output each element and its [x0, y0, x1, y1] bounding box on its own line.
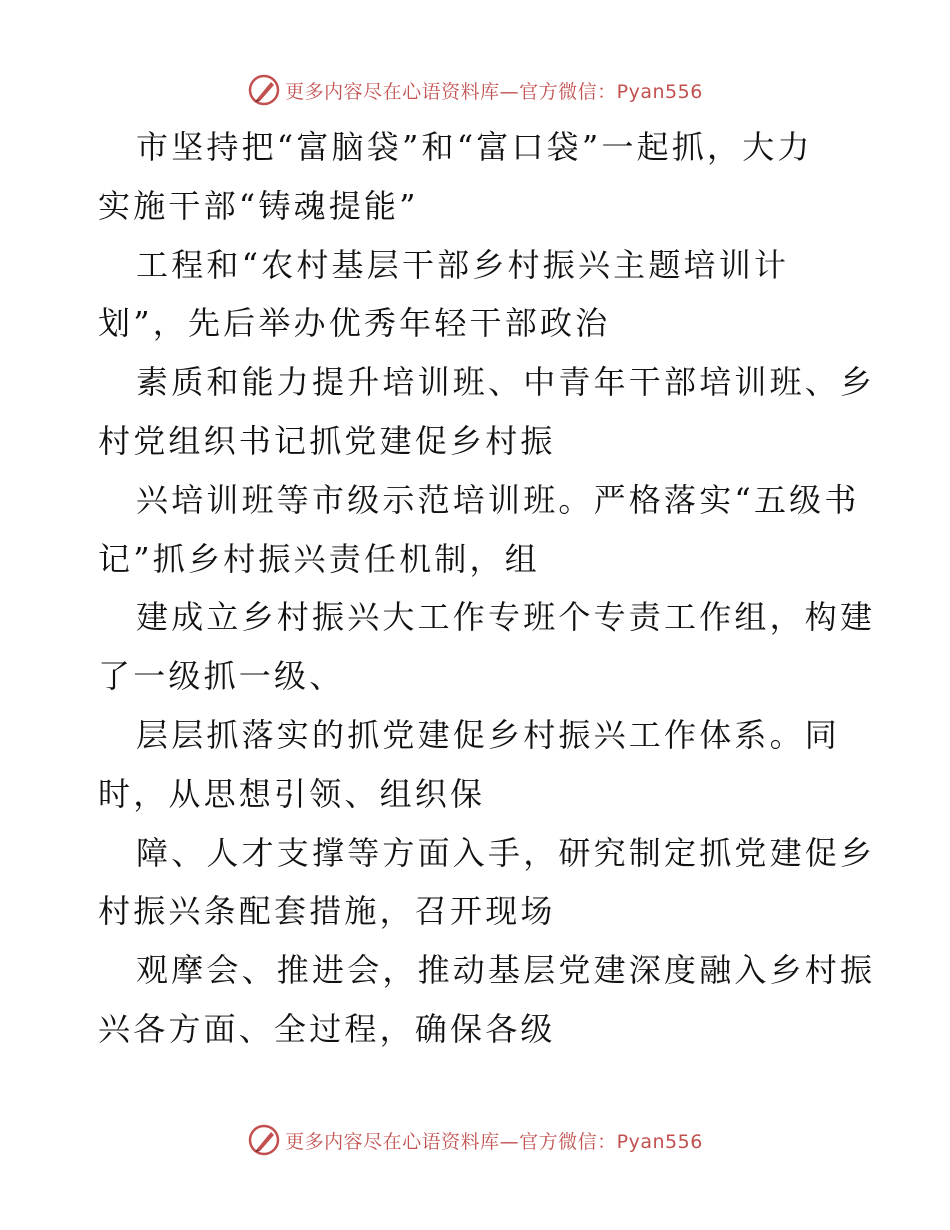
text-line: 划”，先后举办优秀年轻干部政治: [98, 304, 611, 343]
text-line: 记”抓乡村振兴责任机制，组: [98, 539, 540, 578]
footer-banner: [0, 1120, 950, 1160]
text-line: 村振兴条配套措施，召开现场: [98, 892, 556, 931]
text-line: 村党组织书记抓党建促乡村振: [98, 421, 556, 460]
text-line: 实施干部“铸魂提能”: [98, 186, 419, 225]
text-line: 了一级抓一级、: [98, 657, 345, 696]
pen-logo-icon: [247, 73, 281, 107]
text-line: 市坚持把“富脑袋”和“富口袋”一起抓，大力: [136, 128, 813, 166]
pen-logo-icon: [247, 1123, 281, 1157]
text-line: 障、人才支撑等方面入手，研究制定抓党建促乡: [136, 833, 876, 872]
text-line: 素质和能力提升培训班、中青年干部培训班、乡: [136, 363, 876, 402]
text-line: 层层抓落实的抓党建促乡村振兴工作体系。同: [136, 715, 841, 754]
footer-banner-text: 更多内容尽在心语资料库—官方微信：Pyan556: [285, 1130, 703, 1153]
header-banner: [0, 70, 950, 110]
document-body: [98, 118, 876, 1059]
text-line: 时，从思想引领、组织保: [98, 774, 486, 813]
text-line: 兴各方面、全过程，确保各级: [98, 1009, 556, 1048]
text-line: 兴培训班等市级示范培训班。严格落实“五级书: [136, 480, 860, 519]
text-line: 工程和“农村基层干部乡村振兴主题培训计: [136, 245, 790, 284]
text-line: 观摩会、推进会，推动基层党建深度融入乡村振: [136, 951, 876, 990]
text-line: 建成立乡村振兴大工作专班个专责工作组，构建: [136, 598, 876, 637]
header-banner-text: 更多内容尽在心语资料库—官方微信：Pyan556: [285, 80, 703, 103]
